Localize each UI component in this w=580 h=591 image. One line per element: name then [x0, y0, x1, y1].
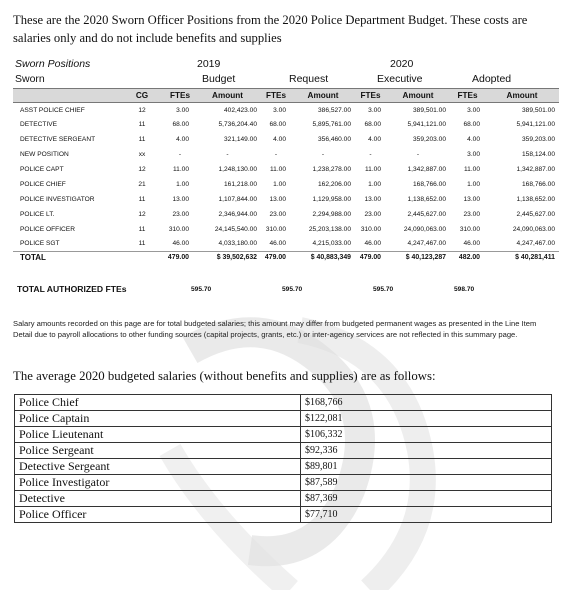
year-2020-label: 2020	[390, 58, 414, 70]
request-label: Request	[289, 73, 329, 85]
header-row-1	[13, 58, 559, 73]
avg-salary: $89,801	[301, 459, 552, 475]
table-row	[13, 222, 559, 237]
year-2019-label: 2019	[197, 58, 221, 70]
executive-fte: 310.00	[360, 225, 381, 233]
budget-amount: 161,218.00	[223, 180, 257, 188]
col-header-amount: Amount	[194, 89, 261, 103]
request-amount: 2,294,988.00	[312, 210, 351, 218]
cg-cell: 12	[138, 106, 146, 114]
cg-cell: 11	[118, 237, 166, 252]
budget-amount-total: $ 39,502,632	[216, 254, 257, 262]
adopted-fte: 1.00	[467, 180, 480, 188]
adopted-label: Adopted	[472, 73, 512, 85]
adopted-fte: 13.00	[463, 195, 480, 203]
cg-cell: 21	[138, 180, 146, 188]
executive-amount: -	[416, 151, 420, 159]
request-fte: 1.00	[273, 180, 286, 188]
executive-amount: 389,501.00	[412, 106, 446, 114]
executive-amount: 359,203.00	[412, 136, 446, 144]
budget-amount: 24,145,540.00	[214, 225, 257, 233]
sworn-positions-section	[13, 58, 559, 263]
budget-fte: 23.00	[172, 210, 189, 218]
executive-fte: 1.00	[368, 180, 381, 188]
avg-position: Police Lieutenant	[15, 427, 301, 443]
budget-fte-total: 479.00	[167, 254, 189, 262]
request-amount: 5,895,761.00	[312, 121, 351, 129]
request-fte: 46.00	[261, 237, 291, 252]
budget-label: Budget	[202, 73, 236, 85]
request-fte: 3.00	[273, 106, 286, 114]
executive-fte: 46.00	[355, 237, 386, 252]
request-amount: 25,203,138.00	[308, 225, 351, 233]
avg-position: Police Chief	[15, 395, 301, 411]
request-fte: 310.00	[265, 225, 286, 233]
table-row	[13, 117, 559, 132]
request-amount: 1,238,278.00	[312, 166, 351, 173]
position-name: POLICE CHIEF	[20, 180, 66, 188]
col-header-amount: Amount	[291, 89, 355, 103]
cg-cell: 11	[138, 136, 146, 144]
request-amount-total: $ 40,883,349	[310, 254, 351, 262]
position-name: DETECTIVE	[20, 121, 58, 129]
request-amount: 356,460.00	[317, 136, 351, 144]
table-row	[15, 395, 552, 411]
adopted-fte: 46.00	[450, 237, 485, 252]
avg-salary: $122,081	[301, 411, 552, 427]
position-name: POLICE SGT	[13, 237, 118, 252]
avg-salary: $77,710	[301, 507, 552, 523]
avg-salary: $92,336	[301, 443, 552, 459]
avg-position: Police Captain	[15, 411, 301, 427]
request-fte: 11.00	[269, 166, 286, 173]
total-label: TOTAL	[20, 253, 46, 263]
executive-label: Executive	[377, 73, 423, 85]
executive-fte-total: 479.00	[359, 254, 381, 262]
executive-fte: 23.00	[364, 210, 381, 218]
col-header-ftes: FTEs	[450, 89, 485, 103]
request-amount: -	[321, 151, 325, 159]
adopted-amount: 168,766.00	[521, 180, 555, 188]
total-authorized-executive: 595.70	[373, 286, 394, 293]
adopted-amount: 1,342,887.00	[516, 166, 555, 173]
adopted-fte: 4.00	[467, 136, 480, 144]
average-salaries-intro: The average 2020 budgeted salaries (without benefits and supplies) are as follows:	[13, 369, 436, 383]
avg-position: Police Sergeant	[15, 443, 301, 459]
request-fte-total: 479.00	[264, 254, 286, 262]
total-authorized-label: TOTAL AUTHORIZED FTEs	[17, 284, 127, 294]
table-row	[15, 475, 552, 491]
intro-text: These are the 2020 Sworn Officer Positions from the 2020 Police Department Budget. These costs are salaries only and do not include benefits and supplies	[13, 13, 528, 45]
adopted-amount: 1,138,652.00	[516, 195, 555, 203]
col-header-ftes: FTEs	[166, 89, 194, 103]
executive-amount: 168,766.00	[412, 180, 446, 188]
position-name: ASST POLICE CHIEF	[20, 106, 85, 114]
request-fte: -	[274, 151, 278, 159]
budget-fte: 13.00	[172, 195, 189, 203]
avg-salary: $87,369	[301, 491, 552, 507]
budget-fte: 1.00	[176, 180, 189, 188]
executive-amount: 24,090,063.00	[403, 225, 446, 233]
executive-fte: 3.00	[368, 106, 381, 114]
sworn-positions-heading: Sworn Positions	[15, 58, 91, 70]
adopted-fte: 23.00	[463, 210, 480, 218]
request-fte: 13.00	[269, 195, 286, 203]
cg-cell: 11	[138, 121, 146, 129]
budget-fte: 68.00	[172, 121, 189, 129]
table-row	[15, 443, 552, 459]
adopted-amount-total: $ 40,281,411	[515, 254, 555, 262]
table-row	[15, 507, 552, 523]
executive-amount: 2,445,627.00	[407, 210, 446, 218]
avg-position: Police Investigator	[15, 475, 301, 491]
adopted-amount: 5,941,121.00	[516, 121, 555, 129]
table-row	[13, 192, 559, 207]
budget-fte: 3.00	[176, 106, 189, 114]
adopted-amount: 24,090,063.00	[512, 225, 555, 233]
adopted-fte: 11.00	[463, 166, 480, 173]
adopted-fte: 68.00	[463, 121, 480, 129]
adopted-amount: 158,124.00	[521, 151, 555, 159]
executive-fte: 13.00	[364, 195, 381, 203]
table-row	[15, 491, 552, 507]
table-row	[13, 207, 559, 222]
cg-cell: 12	[138, 166, 146, 173]
request-amount: 162,206.00	[317, 180, 351, 188]
footnote-text: Salary amounts recorded on this page are for total budgeted salaries; this amount may differ from budgeted permanent wages as presented in the Line Item Detail due to payroll allocations to other funding sources (capital projects, grants, etc.) or inter-agency services are not reflected in this summary page.	[13, 319, 537, 339]
cg-cell: xx	[138, 151, 146, 159]
budget-fte: 4.00	[176, 136, 189, 144]
adopted-amount: 359,203.00	[521, 136, 555, 144]
budget-fte: 11.00	[172, 166, 189, 173]
executive-fte: 11.00	[364, 166, 381, 173]
budget-amount: 1,248,130.00	[218, 166, 257, 173]
executive-fte: 68.00	[364, 121, 381, 129]
col-header-amount: Amount	[485, 89, 559, 103]
positions-table	[13, 88, 559, 263]
executive-amount: 5,941,121.00	[407, 121, 446, 129]
request-fte: 68.00	[269, 121, 286, 129]
table-row	[13, 162, 559, 177]
budget-amount: 2,346,944.00	[218, 210, 257, 218]
request-amount: 4,215,033.00	[291, 237, 355, 252]
request-fte: 23.00	[269, 210, 286, 218]
table-row	[15, 411, 552, 427]
total-authorized-adopted: 598.70	[454, 286, 475, 293]
table-row	[13, 132, 559, 147]
budget-fte: -	[178, 151, 182, 159]
position-name: POLICE OFFICER	[20, 225, 75, 233]
request-amount: 386,527.00	[317, 106, 351, 114]
cg-cell	[118, 251, 166, 263]
adopted-amount: 389,501.00	[521, 106, 555, 114]
cg-cell: 12	[138, 210, 146, 218]
col-header-ftes: FTEs	[355, 89, 386, 103]
budget-amount: 5,736,204.40	[218, 121, 257, 129]
adopted-amount: 4,247,467.00	[485, 237, 559, 252]
avg-position: Police Officer	[15, 507, 301, 523]
header-row-2	[13, 73, 559, 88]
adopted-fte-total: 482.00	[458, 254, 480, 262]
table-row	[13, 103, 559, 118]
request-fte: 4.00	[273, 136, 286, 144]
position-name: NEW POSITION	[20, 151, 69, 159]
executive-fte: 4.00	[368, 136, 381, 144]
budget-amount: 402,423.00	[223, 106, 257, 114]
col-header	[13, 89, 118, 103]
avg-position: Detective Sergeant	[15, 459, 301, 475]
total-row	[13, 251, 559, 263]
avg-salary: $87,589	[301, 475, 552, 491]
table-row	[13, 177, 559, 192]
adopted-fte: 310.00	[459, 225, 480, 233]
budget-fte: 310.00	[168, 225, 189, 233]
table-row	[13, 237, 559, 252]
total-authorized-budget: 595.70	[191, 286, 212, 293]
executive-amount: 1,138,652.00	[407, 195, 446, 203]
position-name: POLICE CAPT	[20, 166, 64, 173]
col-header-amount: Amount	[386, 89, 450, 103]
col-header-ftes: FTEs	[261, 89, 291, 103]
budget-amount: 4,033,180.00	[194, 237, 261, 252]
budget-amount: 321,149.00	[223, 136, 257, 144]
position-name: DETECTIVE SERGEANT	[20, 136, 96, 144]
total-authorized-request: 595.70	[282, 286, 303, 293]
table-row	[15, 427, 552, 443]
table-header-row	[13, 89, 559, 103]
avg-salary: $168,766	[301, 395, 552, 411]
adopted-fte: 3.00	[467, 106, 480, 114]
adopted-amount: 2,445,627.00	[516, 210, 555, 218]
executive-amount: 4,247,467.00	[386, 237, 450, 252]
budget-amount: -	[226, 151, 229, 159]
executive-amount: 1,342,887.00	[407, 166, 446, 173]
average-salaries-table	[14, 394, 552, 523]
table-row	[13, 147, 559, 162]
adopted-fte: 3.00	[467, 151, 480, 159]
request-amount: 1,129,958.00	[312, 195, 351, 203]
cg-cell: 11	[138, 225, 146, 233]
avg-position: Detective	[15, 491, 301, 507]
position-name: POLICE LT.	[20, 210, 55, 218]
table-row	[15, 459, 552, 475]
budget-amount: 1,107,844.00	[218, 195, 257, 203]
position-name: POLICE INVESTIGATOR	[20, 195, 95, 203]
budget-fte: 46.00	[166, 237, 194, 252]
cg-cell: 11	[138, 195, 146, 203]
avg-salary: $106,332	[301, 427, 552, 443]
executive-amount-total: $ 40,123,287	[405, 254, 446, 262]
sworn-heading: Sworn	[15, 73, 45, 85]
executive-fte: -	[369, 151, 372, 159]
col-header-cg: CG	[118, 89, 166, 103]
